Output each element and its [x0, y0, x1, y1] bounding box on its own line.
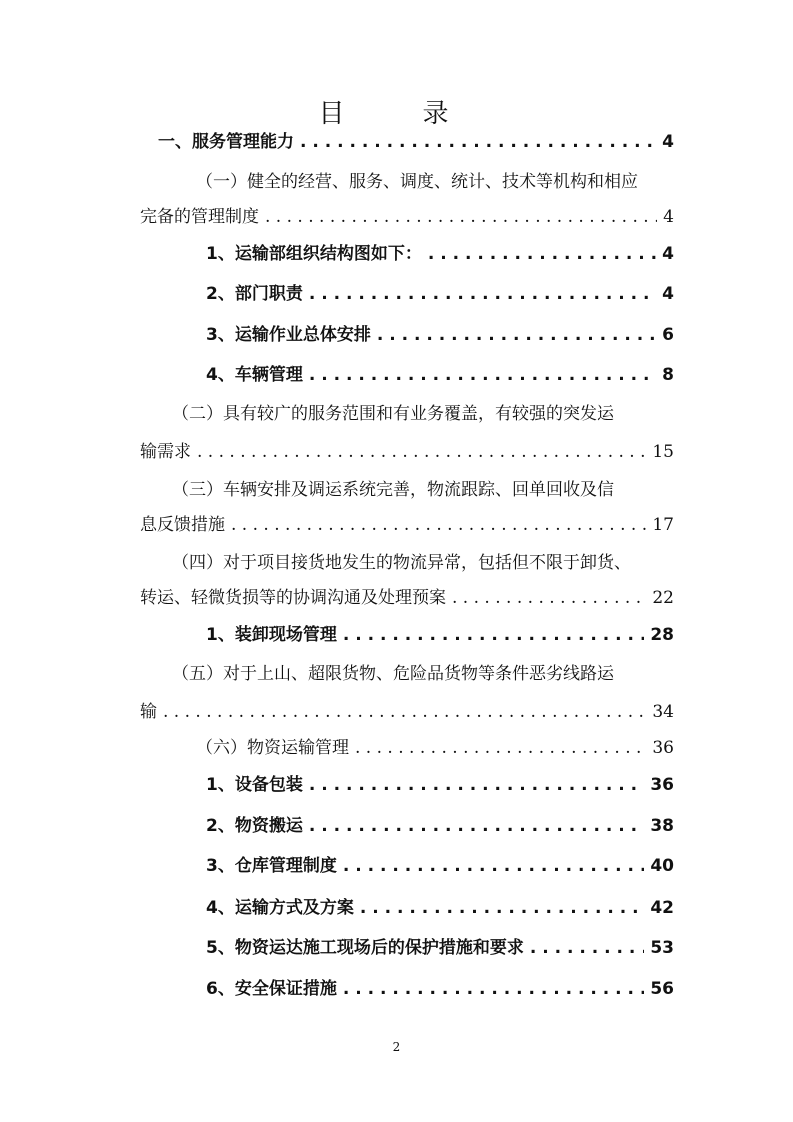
toc-entry-page: 4 [663, 207, 674, 227]
toc-entry-label: 2、物资搬运 [206, 816, 303, 836]
toc-entry-label: 1、装卸现场管理 [206, 625, 337, 645]
toc-leader [309, 364, 656, 386]
toc-entry-label: 1、设备包装 [206, 775, 303, 795]
toc-entry[interactable] [140, 206, 674, 228]
toc-entry[interactable] [206, 324, 674, 346]
toc-leader [343, 978, 644, 1000]
toc-entry-page: 36 [652, 738, 674, 758]
toc-entry-label: 输 [140, 702, 157, 722]
toc-entry-page: 34 [652, 702, 674, 722]
toc-leader [377, 324, 656, 346]
toc-entry[interactable] [206, 364, 674, 386]
toc-entry-page: 28 [650, 625, 674, 645]
toc-entry[interactable] [206, 978, 674, 1000]
toc-leader [360, 897, 644, 919]
toc-entry-page: 17 [652, 515, 674, 535]
toc-entry[interactable] [196, 737, 674, 759]
toc-entry-label: 4、运输方式及方案 [206, 898, 354, 918]
toc-entry-page: 53 [650, 938, 674, 958]
toc-entry-label: 3、仓库管理制度 [206, 856, 337, 876]
toc-entry-label: 4、车辆管理 [206, 365, 303, 385]
toc-entry-label: （六）物资运输管理 [196, 738, 349, 758]
toc-leader [343, 624, 644, 646]
toc-entry[interactable] [140, 701, 674, 723]
toc-entry-page: 56 [650, 979, 674, 999]
toc-entry-line1[interactable]: （三）车辆安排及调运系统完善，物流跟踪、回单回收及信 [172, 480, 614, 500]
toc-entry-label: 输需求 [140, 442, 191, 462]
toc-entry[interactable] [206, 283, 674, 305]
toc-entry-page: 36 [650, 775, 674, 795]
page-number: 2 [392, 1040, 401, 1054]
toc-entry-line1[interactable]: （二）具有较广的服务范围和有业务覆盖，有较强的突发运 [172, 404, 614, 424]
toc-leader [197, 441, 646, 463]
toc-entry-page: 4 [662, 244, 674, 264]
toc-entry[interactable] [140, 514, 674, 536]
toc-leader [309, 815, 644, 837]
toc-leader [428, 243, 656, 265]
toc-entry-label: 3、运输作业总体安排 [206, 325, 371, 345]
toc-entry-page: 40 [650, 856, 674, 876]
toc-entry-page: 22 [652, 588, 674, 608]
toc-leader [309, 774, 644, 796]
toc-entry[interactable] [206, 774, 674, 796]
toc-entry-page: 4 [662, 284, 674, 304]
toc-entry-label: 息反馈措施 [140, 515, 225, 535]
toc-entry-page: 38 [650, 816, 674, 836]
toc-entry-page: 4 [662, 132, 674, 152]
toc-entry-label: 1、运输部组织结构图如下： [206, 244, 422, 264]
toc-entry-label: 转运、轻微货损等的协调沟通及处理预案 [140, 588, 446, 608]
toc-entry[interactable] [140, 587, 674, 609]
toc-title: 目 录 [318, 99, 475, 129]
toc-leader [265, 206, 657, 228]
toc-entry-label: 5、物资运达施工现场后的保护措施和要求 [206, 938, 524, 958]
toc-entry-label: 6、安全保证措施 [206, 979, 337, 999]
toc-leader [300, 131, 656, 153]
toc-leader [452, 587, 646, 609]
toc-entry[interactable] [158, 131, 674, 153]
toc-entry[interactable] [206, 937, 674, 959]
toc-leader [163, 701, 646, 723]
toc-leader [343, 855, 644, 877]
toc-entry[interactable] [206, 815, 674, 837]
toc-entry-label: 完备的管理制度 [140, 207, 259, 227]
toc-entry-line1[interactable]: （四）对于项目接货地发生的物流异常，包括但不限于卸货、 [172, 553, 631, 573]
toc-entry[interactable] [206, 897, 674, 919]
toc-leader [530, 937, 645, 959]
toc-leader [309, 283, 656, 305]
toc-entry-page: 8 [662, 365, 674, 385]
toc-entry[interactable] [206, 855, 674, 877]
toc-leader [355, 737, 646, 759]
toc-entry[interactable] [206, 624, 674, 646]
toc-entry[interactable] [140, 441, 674, 463]
toc-entry-page: 6 [662, 325, 674, 345]
toc-entry[interactable] [206, 243, 674, 265]
toc-entry-label: 一、服务管理能力 [158, 132, 294, 152]
toc-entry-page: 15 [652, 442, 674, 462]
toc-entry-line1[interactable]: （五）对于上山、超限货物、危险品货物等条件恶劣线路运 [172, 664, 614, 684]
toc-entry-label: 2、部门职责 [206, 284, 303, 304]
toc-leader [231, 514, 646, 536]
toc-entry-page: 42 [650, 898, 674, 918]
toc-entry-line1[interactable]: （一）健全的经营、服务、调度、统计、技术等机构和相应 [196, 172, 638, 192]
